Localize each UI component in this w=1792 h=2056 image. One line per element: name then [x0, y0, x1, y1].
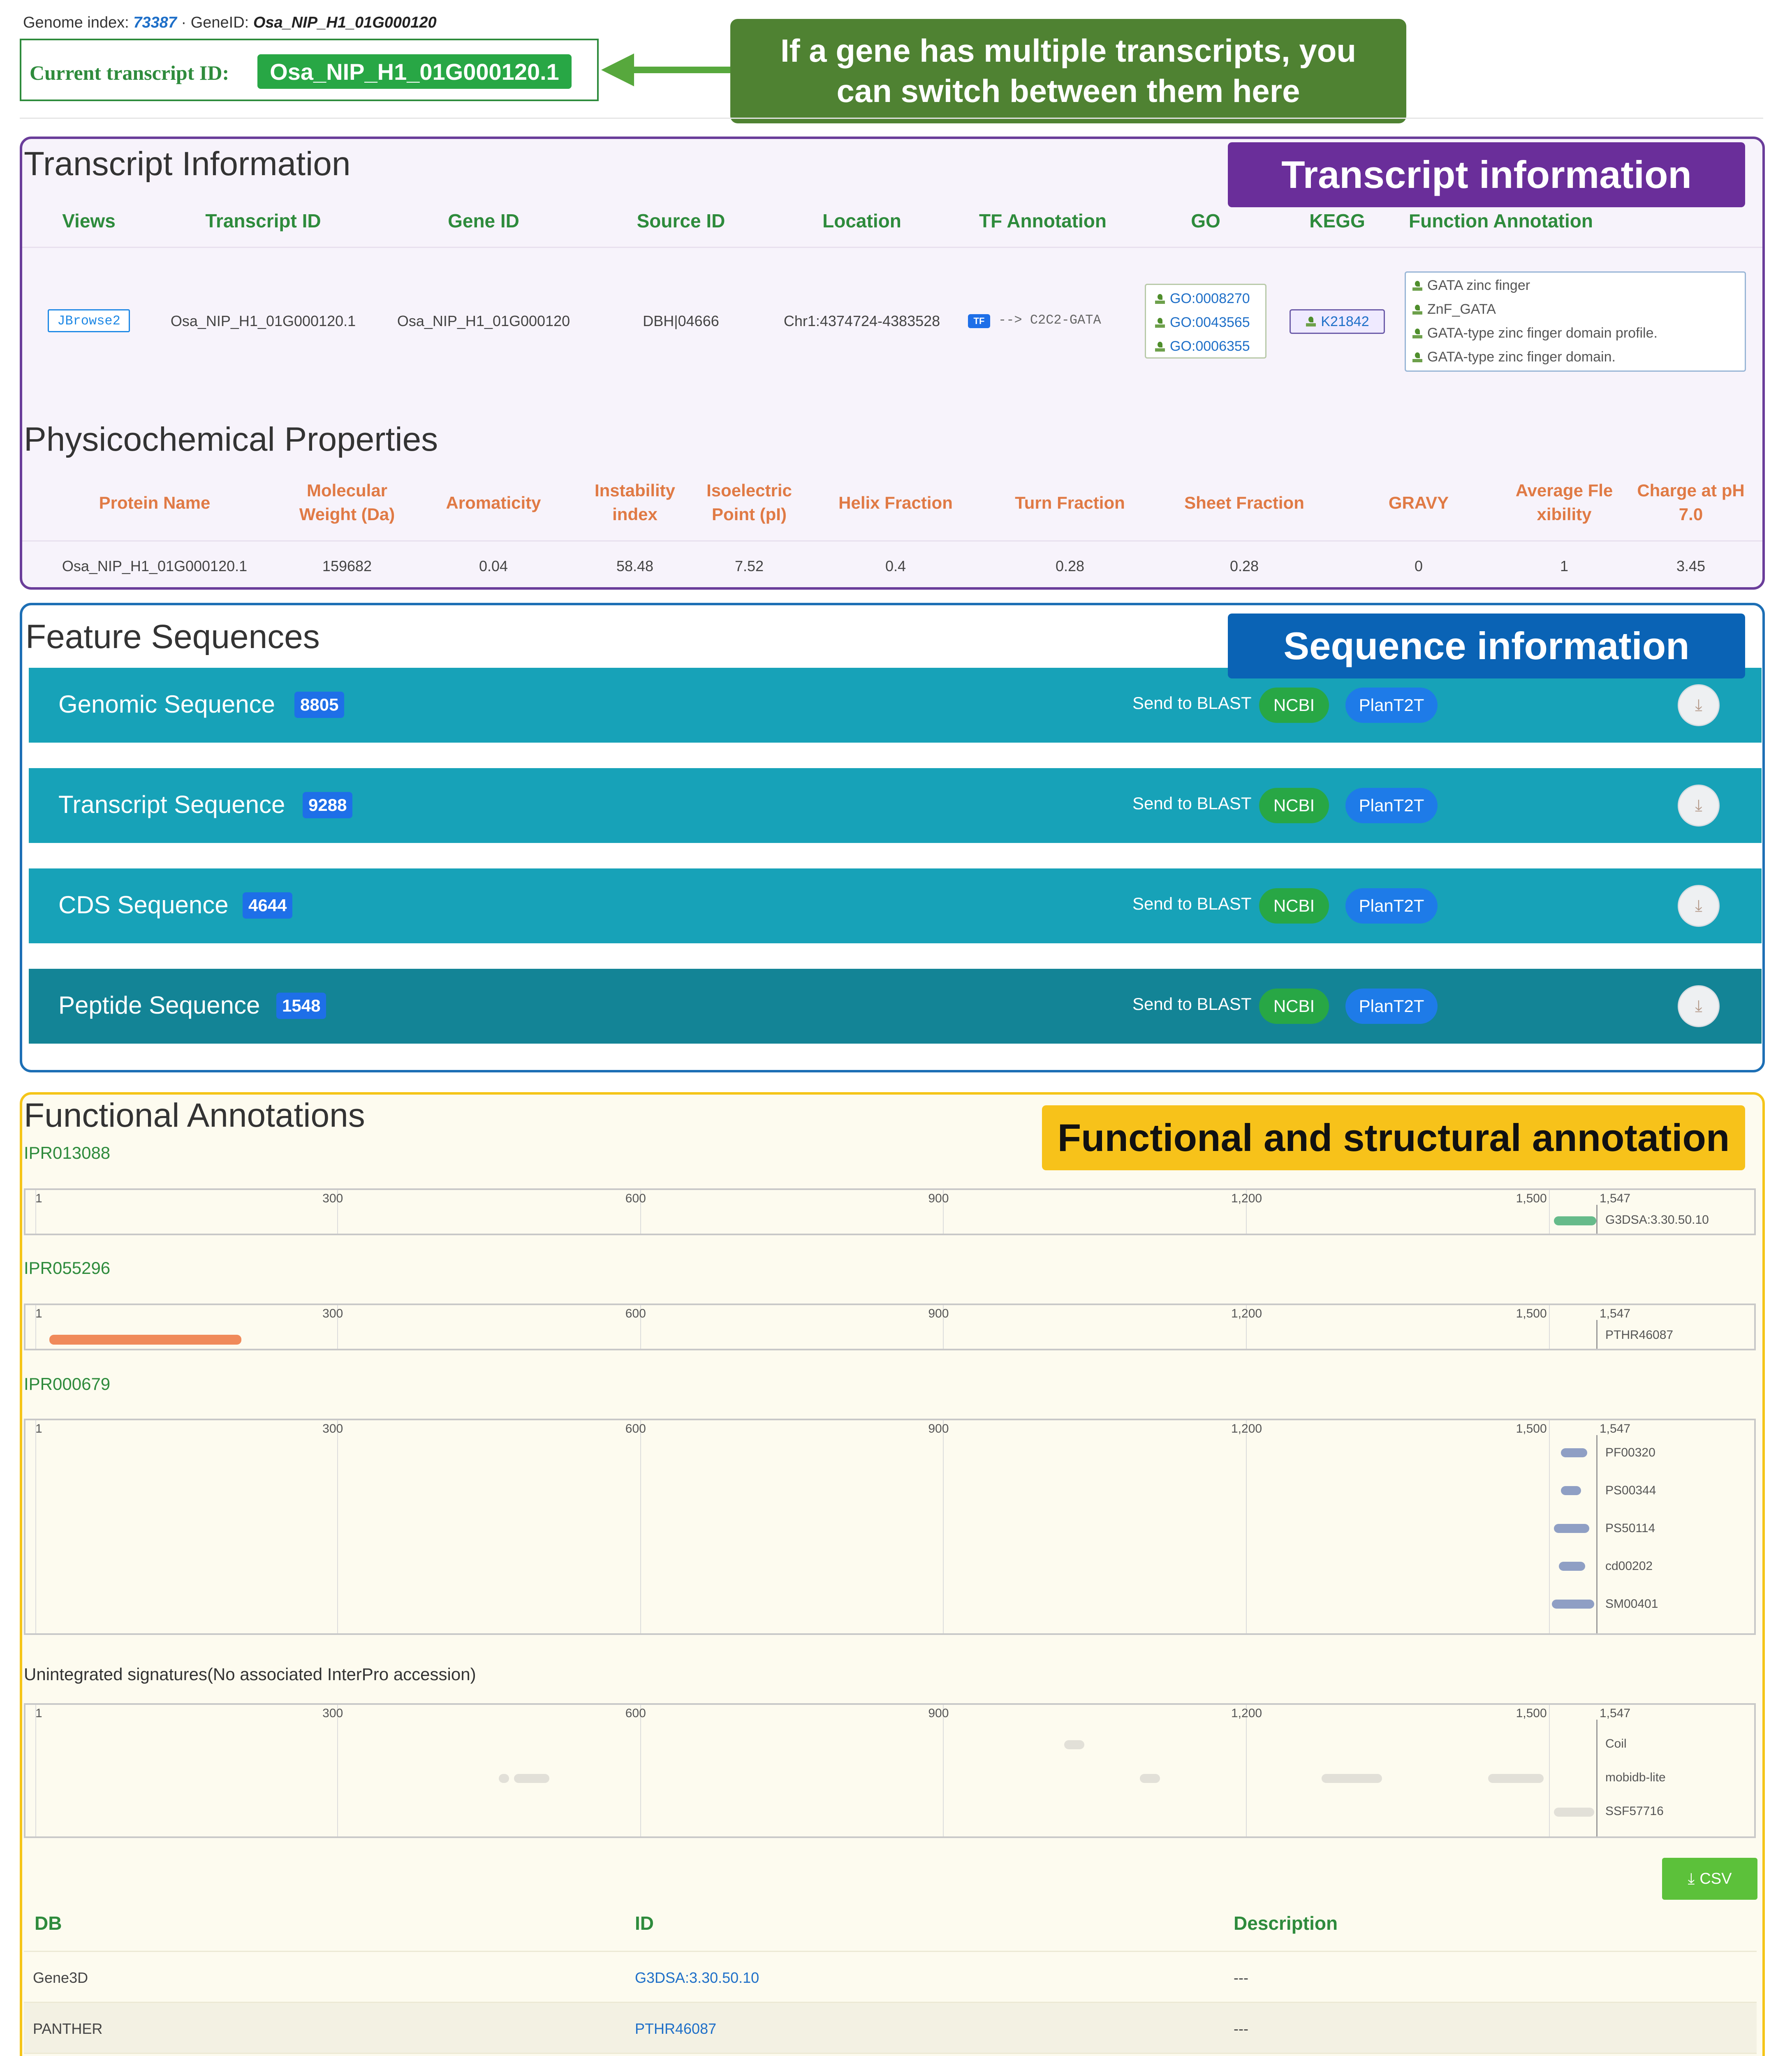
jbrowse2-button[interactable]: JBrowse2 — [48, 309, 130, 332]
domain-track — [24, 1304, 1756, 1350]
sequence-length-badge: 8805 — [294, 692, 344, 718]
switch-callout-line2: can switch between them here — [836, 73, 1300, 109]
axis-tick — [337, 1705, 338, 1836]
unintegrated-segment[interactable] — [1322, 1774, 1382, 1783]
physico-col-header-line: Aromaticity — [446, 493, 541, 512]
physico-col-header — [813, 491, 978, 515]
axis-tick — [640, 1705, 641, 1836]
physico-col-header — [1162, 491, 1327, 515]
physico-col-header-line: Isoelectric — [706, 481, 792, 500]
axis-tick — [943, 1705, 944, 1836]
axis-tick-label: 300 — [322, 1307, 343, 1320]
domain-label: SM00401 — [1605, 1597, 1658, 1611]
id-link[interactable]: PTHR46087 — [635, 2020, 717, 2037]
switch-callout-line1: If a gene has multiple transcripts, you — [780, 32, 1356, 69]
physico-value: 0 — [1414, 558, 1423, 574]
download-sequence-button[interactable] — [1678, 684, 1720, 726]
axis-tick-label: 900 — [928, 1706, 949, 1720]
axis-tick-label: 1,547 — [1600, 1422, 1631, 1435]
physico-col-header-line: Protein Name — [99, 493, 211, 512]
axis-tick-label: 1,547 — [1600, 1307, 1631, 1320]
col-gene-id: Gene ID — [448, 210, 519, 232]
physico-value: 0.28 — [1055, 558, 1085, 574]
gene-header — [23, 14, 437, 32]
switch-transcript-callout — [730, 19, 1406, 123]
plant-icon — [1412, 304, 1423, 315]
col-location: Location — [822, 210, 901, 232]
tf-annotation-cell: --> C2C2-GATA — [998, 313, 1101, 328]
plant2t-blast-button[interactable]: PlanT2T — [1345, 688, 1438, 723]
callout-arrow-line — [633, 67, 732, 73]
functional-annotations-title: Functional Annotations — [24, 1097, 365, 1134]
domain-label: cd00202 — [1605, 1559, 1653, 1573]
axis-tick-label: 600 — [625, 1706, 646, 1720]
send-to-blast-label: Send to BLAST — [1132, 693, 1252, 713]
domain-label: PF00320 — [1605, 1446, 1655, 1459]
id-link[interactable]: G3DSA:3.30.50.10 — [635, 1969, 759, 1986]
axis-end-line — [1596, 1720, 1598, 1836]
unintegrated-label: SSF57716 — [1605, 1804, 1664, 1818]
domain-label: PS50114 — [1605, 1521, 1655, 1535]
transcript-info-title: Transcript Information — [24, 145, 351, 183]
axis-tick-label: 900 — [928, 1192, 949, 1205]
axis-tick-label: 1,547 — [1600, 1706, 1631, 1720]
physico-col-header-line: 7.0 — [1679, 505, 1703, 524]
axis-tick — [337, 1420, 338, 1633]
function-annotation-list — [1405, 271, 1746, 372]
plant2t-blast-button[interactable]: PlanT2T — [1345, 788, 1438, 823]
interpro-accession-link[interactable]: IPR000679 — [24, 1374, 111, 1394]
unintegrated-track — [24, 1703, 1756, 1838]
axis-tick-label: 1,200 — [1231, 1307, 1262, 1320]
kegg-link[interactable]: K21842 — [1290, 309, 1385, 334]
axis-tick-label: 900 — [928, 1307, 949, 1320]
col-description: Description — [1234, 1912, 1338, 1934]
axis-tick-label: 1,547 — [1600, 1192, 1631, 1205]
plant2t-blast-button[interactable]: PlanT2T — [1345, 888, 1438, 924]
physico-value: Osa_NIP_H1_01G000120.1 — [62, 558, 248, 574]
current-transcript-selector[interactable]: Osa_NIP_H1_01G000120.1 — [257, 54, 572, 89]
sequence-label: Peptide Sequence — [58, 991, 260, 1019]
domain-label: PTHR46087 — [1605, 1328, 1674, 1342]
plant-icon — [1305, 316, 1317, 327]
physico-value: 1 — [1560, 558, 1569, 574]
physico-col-header-line: xibility — [1537, 505, 1592, 524]
axis-tick-label: 1 — [35, 1422, 42, 1435]
domain-segment[interactable] — [1554, 1216, 1596, 1225]
domain-segment[interactable] — [49, 1335, 241, 1345]
function-annotation-item: GATA-type zinc finger domain. — [1412, 349, 1616, 365]
axis-tick-label: 1,500 — [1516, 1706, 1547, 1720]
physico-col-header-line: Molecular — [306, 481, 388, 500]
location-cell: Chr1:4374724-4383528 — [783, 313, 940, 329]
transcript-table-divider — [22, 247, 1762, 248]
axis-tick — [35, 1420, 36, 1633]
physico-col-header-line: Helix Fraction — [838, 493, 953, 512]
go-item[interactable]: GO:0043565 — [1154, 315, 1250, 331]
plant-icon — [1154, 317, 1166, 329]
plant-icon — [1154, 293, 1166, 305]
axis-tick-label: 1,200 — [1231, 1192, 1262, 1205]
axis-tick-label: 1,200 — [1231, 1422, 1262, 1435]
physico-value: 3.45 — [1676, 558, 1706, 574]
physico-col-header-line: Weight (Da) — [299, 505, 395, 524]
function-annotation-item: ZnF_GATA — [1412, 301, 1496, 317]
ncbi-blast-button[interactable]: NCBI — [1259, 888, 1329, 924]
axis-tick — [1549, 1190, 1550, 1234]
physico-col-header — [1336, 491, 1501, 515]
physico-value: 159682 — [322, 558, 372, 574]
domain-track — [24, 1188, 1756, 1235]
current-transcript-label: Current transcript ID: — [30, 61, 229, 84]
axis-tick — [1246, 1420, 1247, 1633]
physico-col-header — [72, 491, 237, 515]
functional-annotation-callout: Functional and structural annotation — [1042, 1105, 1745, 1170]
axis-tick-label: 300 — [322, 1192, 343, 1205]
go-item[interactable]: GO:0008270 — [1154, 291, 1250, 307]
plant-icon — [1412, 352, 1423, 363]
unintegrated-segment[interactable] — [499, 1774, 509, 1783]
axis-tick — [1549, 1420, 1550, 1633]
domain-label: PS00344 — [1605, 1484, 1656, 1497]
physico-col-header-line: Sheet Fraction — [1184, 493, 1304, 512]
unintegrated-label: mobidb-lite — [1605, 1771, 1666, 1784]
physico-value: 7.52 — [734, 558, 764, 574]
col-source-id: Source ID — [637, 210, 725, 232]
physico-col-header — [667, 479, 831, 526]
transcript-info-callout: Transcript information — [1228, 142, 1745, 207]
axis-tick-label: 1,500 — [1516, 1192, 1547, 1205]
unintegrated-segment[interactable] — [1064, 1740, 1084, 1749]
transcript-id-cell: Osa_NIP_H1_01G000120.1 — [170, 313, 356, 329]
download-icon: ⤓ — [1695, 696, 1702, 714]
sequence-label: Transcript Sequence — [58, 791, 285, 818]
sequence-label: Genomic Sequence — [58, 690, 275, 718]
axis-tick-label: 1 — [35, 1307, 42, 1320]
unintegrated-segment[interactable] — [1488, 1774, 1544, 1783]
axis-tick-label: 300 — [322, 1706, 343, 1720]
domain-segment[interactable] — [1552, 1600, 1594, 1609]
send-to-blast-label: Send to BLAST — [1132, 994, 1252, 1014]
physico-col-header — [411, 491, 576, 515]
physico-col-header — [1609, 479, 1773, 526]
domain-segment[interactable] — [1554, 1524, 1589, 1533]
physico-col-header-line: Charge at pH — [1637, 481, 1745, 500]
axis-tick-label: 300 — [322, 1422, 343, 1435]
axis-tick — [35, 1705, 36, 1836]
col-function-annotation: Function Annotation — [1409, 210, 1593, 232]
physico-col-header-line: Instability — [594, 481, 676, 500]
db-cell: PANTHER — [33, 2020, 103, 2037]
interpro-accession-link[interactable]: IPR055296 — [24, 1258, 111, 1278]
send-to-blast-label: Send to BLAST — [1132, 794, 1252, 813]
axis-tick-label: 600 — [625, 1422, 646, 1435]
axis-end-line — [1596, 1320, 1598, 1349]
physico-col-header — [988, 491, 1152, 515]
physico-col-header-line: Average Fle — [1515, 481, 1613, 500]
axis-tick — [943, 1420, 944, 1633]
domain-segment[interactable] — [1561, 1486, 1581, 1495]
download-icon: ⤓ — [1695, 896, 1702, 915]
unintegrated-segment[interactable] — [514, 1774, 549, 1783]
physico-col-header-line: Turn Fraction — [1015, 493, 1125, 512]
sequence-label: CDS Sequence — [58, 891, 229, 919]
physico-col-header — [265, 479, 429, 526]
axis-end-line — [1596, 1435, 1598, 1633]
description-cell: --- — [1234, 1969, 1248, 1986]
callout-arrow-head — [601, 53, 634, 86]
download-icon: ⤓ — [1695, 796, 1702, 815]
physico-col-header-line: GRAVY — [1388, 493, 1449, 512]
col-db: DB — [35, 1912, 62, 1934]
unintegrated-title: Unintegrated signatures(No associated InterPro accession) — [24, 1665, 476, 1684]
description-cell: --- — [1234, 2020, 1248, 2037]
download-sequence-button[interactable] — [1678, 785, 1720, 827]
axis-tick — [640, 1420, 641, 1633]
sequence-bar — [29, 768, 1762, 843]
sequence-length-badge: 9288 — [303, 792, 352, 818]
gene-id: Osa_NIP_H1_01G000120 — [253, 14, 437, 31]
plant2t-blast-button[interactable]: PlanT2T — [1345, 989, 1438, 1024]
col-id: ID — [635, 1912, 654, 1934]
physico-divider — [22, 540, 1762, 542]
header-divider — [20, 118, 1763, 119]
table-row — [24, 2053, 1757, 2056]
sequence-length-badge: 1548 — [276, 993, 326, 1019]
source-id-cell: DBH|04666 — [643, 313, 719, 329]
domain-track — [24, 1419, 1756, 1635]
axis-tick — [1549, 1705, 1550, 1836]
plant-icon — [1412, 328, 1423, 339]
axis-tick — [1246, 1705, 1247, 1836]
physico-value: 0.4 — [885, 558, 906, 574]
send-to-blast-label: Send to BLAST — [1132, 894, 1252, 913]
physico-value: 0.04 — [479, 558, 508, 574]
axis-tick-label: 1 — [35, 1706, 42, 1720]
axis-end-line — [1596, 1205, 1598, 1234]
unintegrated-label: Coil — [1605, 1737, 1627, 1750]
physico-value: 0.28 — [1229, 558, 1259, 574]
axis-tick-label: 900 — [928, 1422, 949, 1435]
ncbi-blast-button[interactable]: NCBI — [1259, 989, 1329, 1024]
physico-col-header-line: index — [612, 505, 658, 524]
domain-label: G3DSA:3.30.50.10 — [1605, 1213, 1709, 1227]
download-icon: ⤓ — [1695, 997, 1702, 1015]
physico-col-header-line: Point (pI) — [712, 505, 787, 524]
function-annotation-item: GATA-type zinc finger domain profile. — [1412, 325, 1658, 341]
go-list — [1145, 284, 1266, 359]
physico-value: 58.48 — [616, 558, 654, 574]
tf-badge: TF — [968, 314, 990, 328]
unintegrated-segment[interactable] — [1140, 1774, 1160, 1783]
col-go: GO — [1191, 210, 1220, 232]
download-icon: ⤓ — [1688, 1870, 1695, 1887]
gene-id-label: · GeneID: — [181, 14, 249, 31]
go-item[interactable]: GO:0006355 — [1154, 338, 1250, 354]
axis-tick-label: 600 — [625, 1192, 646, 1205]
domain-segment[interactable] — [1561, 1448, 1587, 1457]
axis-tick-label: 1,500 — [1516, 1307, 1547, 1320]
axis-tick-label: 1,200 — [1231, 1706, 1262, 1720]
axis-tick-label: 1,500 — [1516, 1422, 1547, 1435]
col-tf-annotation: TF Annotation — [979, 210, 1107, 232]
feature-sequences-title: Feature Sequences — [25, 618, 320, 655]
axis-tick — [1549, 1305, 1550, 1349]
table-row — [24, 2002, 1757, 2054]
domain-segment[interactable] — [1559, 1562, 1585, 1571]
genome-index-label: Genome index: — [23, 14, 129, 31]
sequence-info-callout: Sequence information — [1228, 614, 1745, 678]
db-cell: Gene3D — [33, 1969, 88, 1986]
col-kegg: KEGG — [1309, 210, 1365, 232]
download-sequence-button[interactable] — [1678, 985, 1720, 1027]
plant-icon — [1154, 341, 1166, 352]
axis-tick-label: 600 — [625, 1307, 646, 1320]
csv-download-button[interactable]: ⤓ CSV — [1662, 1858, 1757, 1900]
ncbi-blast-button[interactable]: NCBI — [1259, 688, 1329, 723]
axis-tick-label: 1 — [35, 1192, 42, 1205]
unintegrated-segment[interactable] — [1554, 1808, 1594, 1817]
genome-index-link[interactable]: 73387 — [133, 14, 177, 31]
gene-id-cell: Osa_NIP_H1_01G000120 — [397, 313, 570, 329]
col-views: Views — [62, 210, 116, 232]
physico-title: Physicochemical Properties — [24, 421, 438, 458]
col-transcript-id: Transcript ID — [205, 210, 321, 232]
sequence-length-badge: 4644 — [243, 892, 292, 919]
function-annotation-item: GATA zinc finger — [1412, 278, 1530, 294]
table-row — [24, 1951, 1757, 2003]
ncbi-blast-button[interactable]: NCBI — [1259, 788, 1329, 823]
plant-icon — [1412, 280, 1423, 292]
sequence-bar — [29, 668, 1762, 743]
download-sequence-button[interactable] — [1678, 885, 1720, 927]
interpro-accession-link[interactable]: IPR013088 — [24, 1143, 111, 1162]
